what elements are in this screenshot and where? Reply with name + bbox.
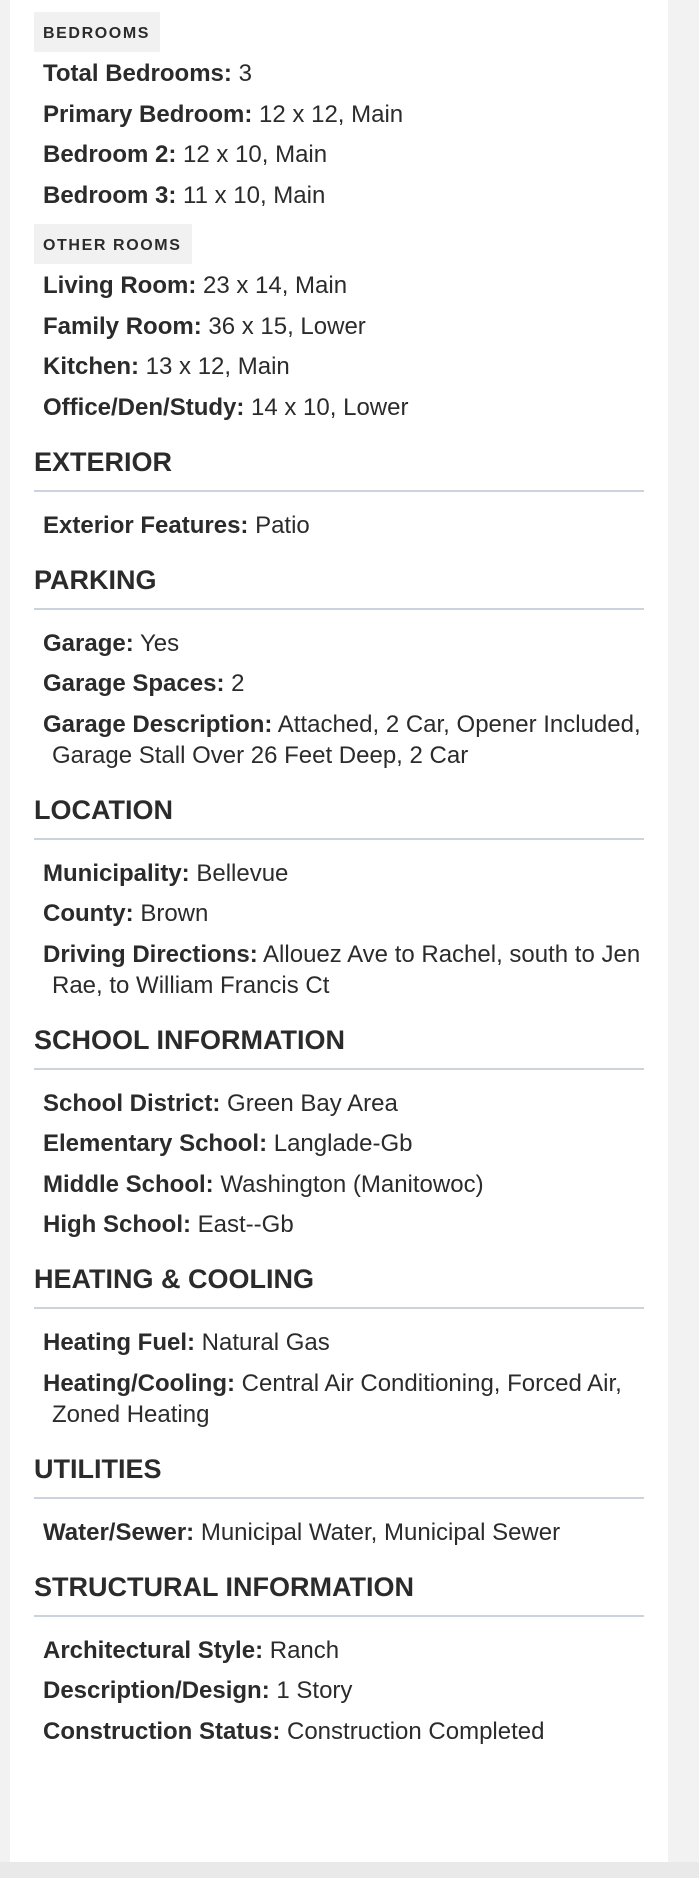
detail-value: 2: [224, 670, 245, 697]
detail-row-office: [34, 392, 654, 423]
detail-value: 1 Story: [269, 1677, 353, 1704]
section-title-heating-cooling: HEATING & COOLING: [34, 1262, 644, 1309]
detail-value: Patio: [248, 511, 310, 539]
detail-label: Description/Design:: [43, 1677, 270, 1704]
detail-value: Washington (Manitowoc): [213, 1170, 484, 1198]
detail-value: Allouez Ave to Rachel, south to Jen Rae, to William Francis Ct: [52, 940, 641, 999]
detail-value: Bellevue: [189, 859, 289, 887]
detail-value: Yes: [133, 629, 180, 657]
detail-row-water-sewer: [34, 1517, 654, 1548]
detail-label: Water/Sewer:: [43, 1518, 195, 1546]
listing-details-panel: [10, 0, 668, 1862]
property-details: [34, 12, 654, 1756]
detail-row-architectural-style: [34, 1635, 654, 1666]
detail-row-garage: [34, 628, 654, 659]
detail-row-description-design: [34, 1675, 654, 1706]
detail-row-living-room: [34, 270, 654, 301]
section-title-location: LOCATION: [34, 793, 644, 840]
detail-label: Bedroom 3:: [43, 181, 177, 209]
detail-value: Langlade-Gb: [267, 1130, 413, 1157]
detail-label: Total Bedrooms:: [43, 60, 232, 87]
detail-row-high-school: [34, 1209, 654, 1240]
detail-label: Living Room:: [43, 272, 197, 299]
detail-row-bedroom-3: [34, 180, 654, 211]
detail-value: Green Bay Area: [220, 1089, 398, 1117]
detail-row-elementary-school: [34, 1128, 654, 1159]
detail-row-heating-fuel: [34, 1327, 654, 1358]
detail-label: Bedroom 2:: [43, 141, 177, 168]
detail-row-school-district: [34, 1088, 654, 1119]
detail-label: Family Room:: [43, 312, 202, 340]
section-title-utilities: UTILITIES: [34, 1452, 644, 1499]
detail-label: County:: [43, 900, 134, 927]
detail-value: 3: [231, 60, 252, 87]
detail-value: 23 x 14, Main: [196, 272, 348, 299]
detail-label: Municipality:: [43, 859, 190, 887]
detail-row-garage-spaces: [34, 668, 654, 699]
detail-row-kitchen: [34, 351, 654, 382]
detail-row-exterior-features: [34, 510, 654, 541]
bedrooms-heading: BEDROOMS: [34, 12, 160, 52]
other-rooms-heading: OTHER ROOMS: [34, 224, 192, 264]
detail-value: East--Gb: [190, 1211, 294, 1238]
detail-value: Municipal Water, Municipal Sewer: [194, 1518, 561, 1546]
detail-label: Heating Fuel:: [43, 1329, 196, 1356]
detail-value: 36 x 15, Lower: [201, 312, 366, 340]
detail-label: Elementary School:: [43, 1130, 268, 1157]
detail-value: Central Air Conditioning, Forced Air, Zoned Heating: [52, 1369, 622, 1428]
detail-row-total-bedrooms: [34, 58, 654, 89]
detail-value: Brown: [133, 900, 209, 927]
detail-label: Heating/Cooling:: [43, 1369, 235, 1397]
page-bottom-strip: [0, 1862, 699, 1878]
detail-row-driving-directions: [34, 939, 654, 1001]
detail-value: Attached, 2 Car, Opener Included, Garage Stall Over 26 Feet Deep, 2 Car: [52, 710, 641, 769]
detail-label: Middle School:: [43, 1170, 214, 1198]
detail-value: Ranch: [263, 1636, 340, 1664]
detail-value: Construction Completed: [280, 1717, 545, 1745]
section-title-parking: PARKING: [34, 563, 644, 610]
detail-label: Driving Directions:: [43, 940, 258, 968]
detail-value: 14 x 10, Lower: [244, 393, 409, 421]
detail-label: Construction Status:: [43, 1717, 281, 1745]
detail-value: 13 x 12, Main: [139, 353, 290, 380]
detail-value: 12 x 12, Main: [252, 100, 404, 128]
detail-value: 12 x 10, Main: [176, 141, 328, 168]
detail-row-construction-status: [34, 1716, 654, 1747]
detail-label: Exterior Features:: [43, 511, 249, 539]
detail-row-middle-school: [34, 1169, 654, 1200]
detail-row-family-room: [34, 311, 654, 342]
detail-label: Garage:: [43, 629, 134, 657]
detail-label: Primary Bedroom:: [43, 100, 253, 128]
detail-value: 11 x 10, Main: [176, 181, 326, 209]
detail-label: Architectural Style:: [43, 1636, 264, 1664]
detail-value: Natural Gas: [195, 1329, 330, 1356]
detail-label: Office/Den/Study:: [43, 393, 245, 421]
detail-label: School District:: [43, 1089, 221, 1117]
detail-row-garage-description: [34, 709, 654, 771]
detail-label: High School:: [43, 1211, 191, 1238]
section-title-school: SCHOOL INFORMATION: [34, 1023, 644, 1070]
detail-row-heating-cooling: [34, 1368, 654, 1430]
section-title-exterior: EXTERIOR: [34, 445, 644, 492]
detail-label: Garage Description:: [43, 710, 273, 738]
detail-row-bedroom-2: [34, 139, 654, 170]
detail-label: Garage Spaces:: [43, 670, 225, 697]
detail-label: Kitchen:: [43, 353, 139, 380]
detail-row-county: [34, 898, 654, 929]
section-title-structural: STRUCTURAL INFORMATION: [34, 1570, 644, 1617]
detail-row-municipality: [34, 858, 654, 889]
detail-row-primary-bedroom: [34, 99, 654, 130]
